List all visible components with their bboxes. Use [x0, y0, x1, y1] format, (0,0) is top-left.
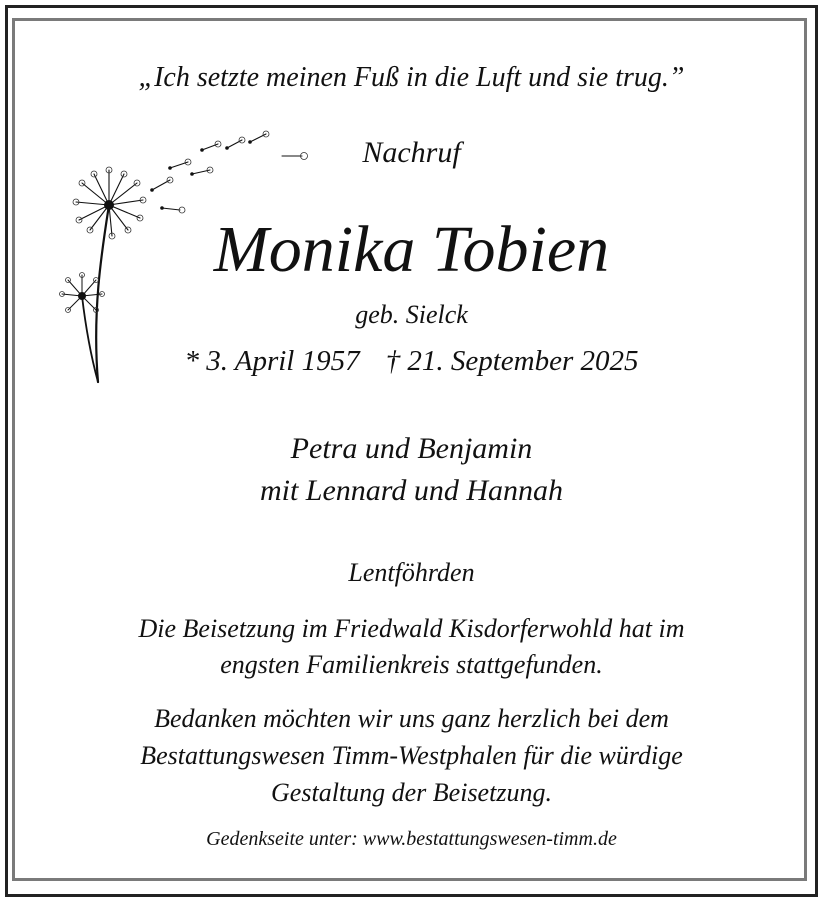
- thanks-text-line-1: Bedanken möchten wir uns ganz herzlich bei dem: [154, 704, 669, 733]
- heading-nachruf: Nachruf: [362, 136, 461, 169]
- motto-quote: „Ich setzte meinen Fuß in die Luft und sie trug.”: [138, 62, 685, 93]
- life-dates: [0, 345, 823, 378]
- thanks-text-line-3: Gestaltung der Beisetzung.: [271, 778, 552, 807]
- death-date: † 21. September 2025: [385, 345, 639, 377]
- burial-text-line-1: Die Beisetzung im Friedwald Kisdorferwohld hat im: [138, 614, 685, 643]
- thanks-text-line-2: Bestattungswesen Timm-Westphalen für die würdige: [140, 741, 683, 770]
- maiden-name: geb. Sielck: [355, 300, 468, 329]
- birth-date: * 3. April 1957: [184, 345, 360, 377]
- deceased-name: Monika Tobien: [213, 213, 610, 286]
- memorial-page-link: Gedenkseite unter: www.bestattungswesen-timm.de: [206, 828, 617, 850]
- mourners-line-1: Petra und Benjamin: [290, 432, 533, 465]
- mourners-line-2: mit Lennard und Hannah: [259, 474, 564, 507]
- location: Lentföhrden: [348, 558, 475, 587]
- burial-text-line-2: engsten Familienkreis stattgefunden.: [220, 650, 603, 679]
